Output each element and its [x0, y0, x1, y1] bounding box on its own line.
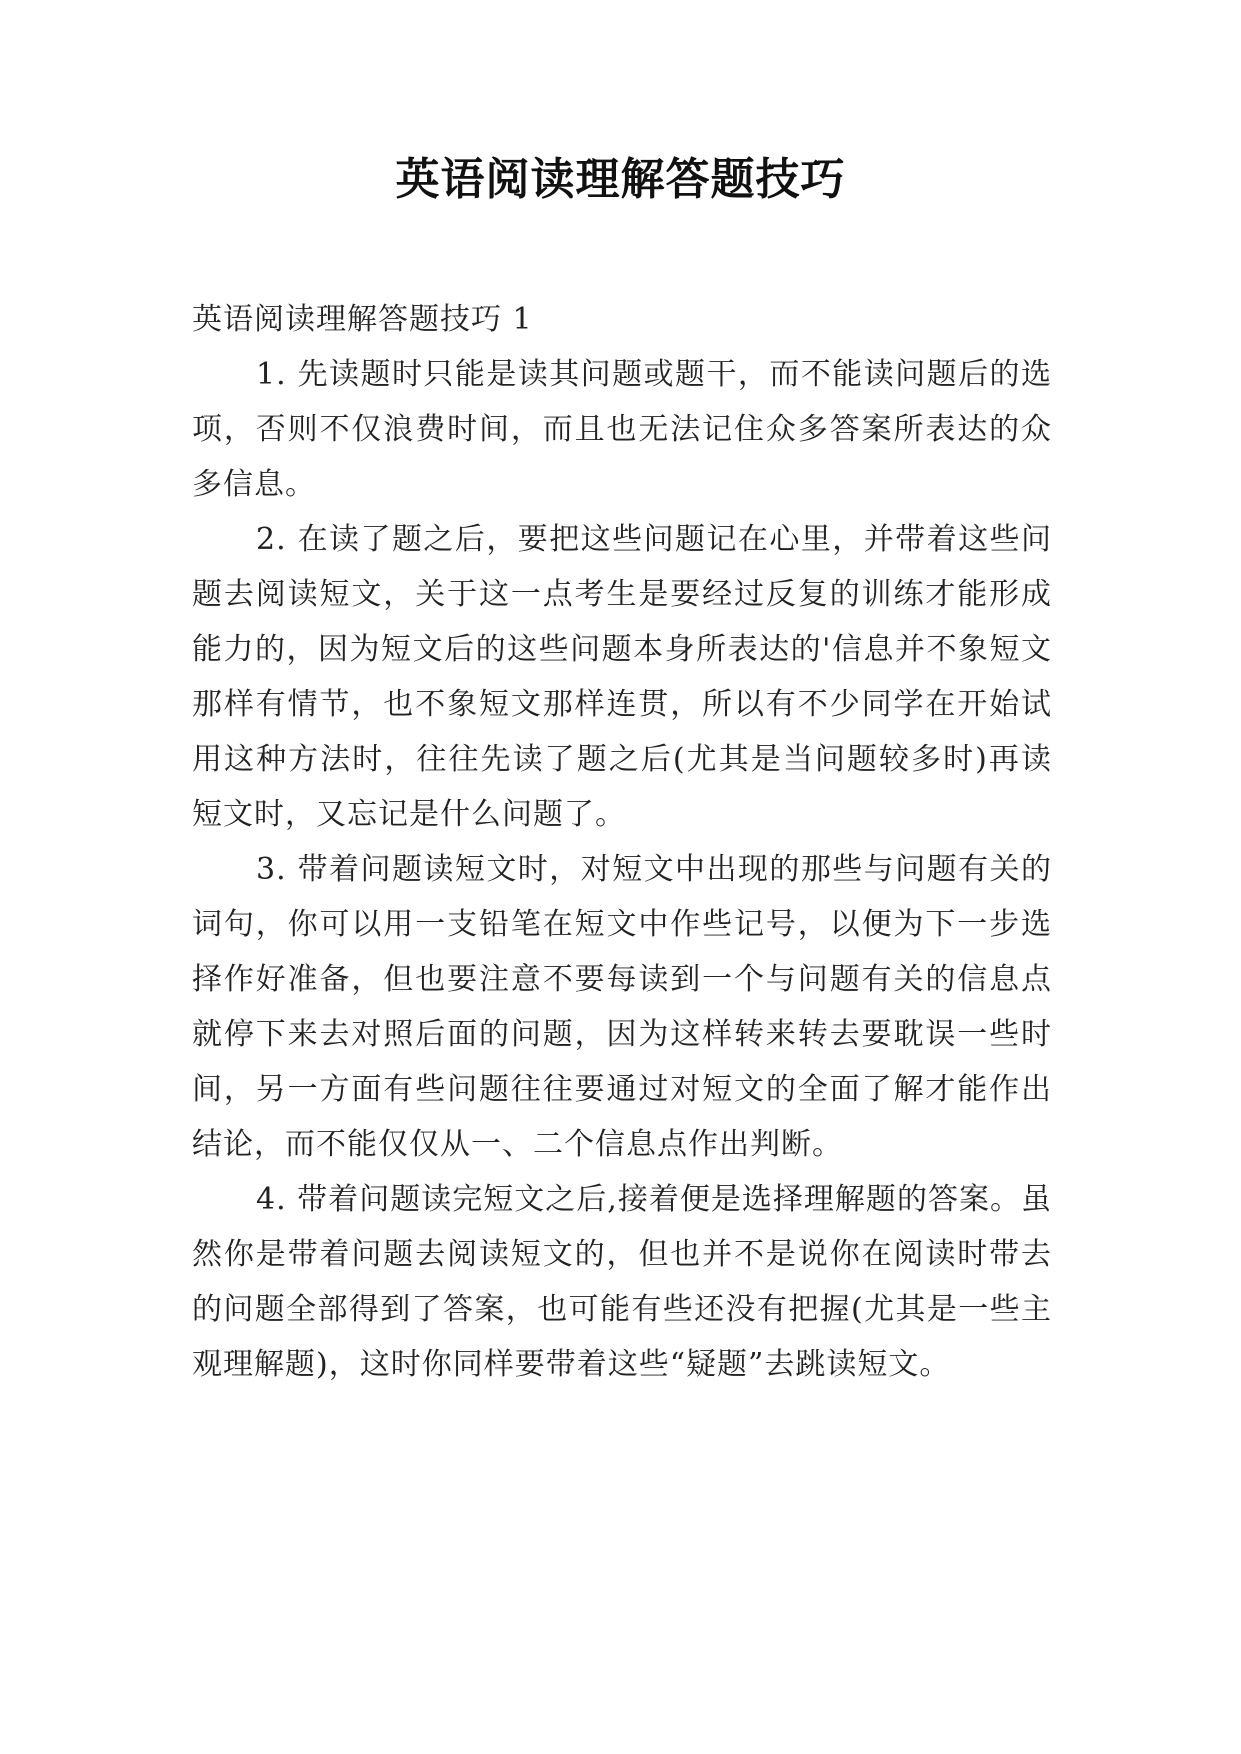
- document-body: [192, 292, 1052, 1392]
- paragraph-3: 3. 带着问题读短文时，对短文中出现的那些与问题有关的词句，你可以用一支铅笔在短文中作些记号，以便为下一步选择作好准备，但也要注意不要每读到一个与问题有关的信息点就停下来去对照后面的问题，因为这样转来转去要耽误一些时间，另一方面有些问题往往要通过对短文的全面了解才能作出结论，而不能仅仅从一、二个信息点作出判断。: [192, 852, 1052, 1162]
- paragraph-1: 1. 先读题时只能是读其问题或题干，而不能读问题后的选项，否则不仅浪费时间，而且也无法记住众多答案所表达的众多信息。: [192, 357, 1052, 502]
- section-heading: 英语阅读理解答题技巧 1: [192, 302, 533, 337]
- paragraph-4: 4. 带着问题读完短文之后,接着便是选择理解题的答案。虽然你是带着问题去阅读短文的，但也并不是说你在阅读时带去的问题全部得到了答案，也可能有些还没有把握(尤其是一些主观理解题)，这时你同样要带着这些“疑题”去跳读短文。: [192, 1182, 1052, 1382]
- paragraph-2: 2. 在读了题之后，要把这些问题记在心里，并带着这些问题去阅读短文，关于这一点考生是要经过反复的训练才能形成能力的，因为短文后的这些问题本身所表达的'信息并不象短文那样有情节，也不象短文那样连贯，所以有不少同学在开始试用这种方法时，往往先读了题之后(尤其是当问题较多时)再读短文时，又忘记是什么问题了。: [192, 522, 1052, 832]
- document-title: 英语阅读理解答题技巧: [395, 154, 846, 205]
